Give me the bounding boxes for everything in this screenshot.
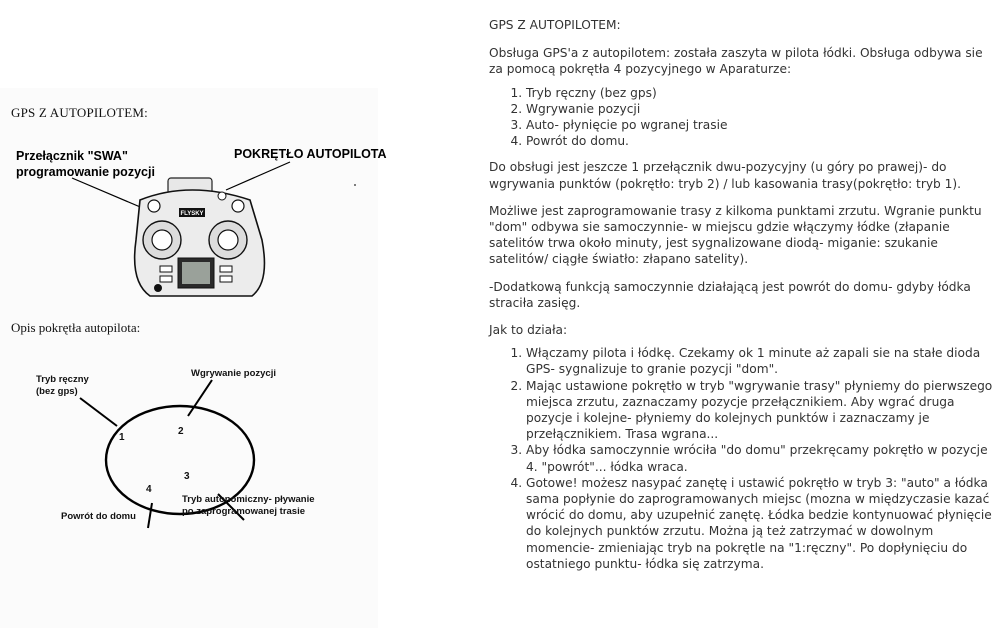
swa-switch-label-line2: programowanie pozycji	[16, 165, 155, 179]
article-intro: Obsługa GPS'a z autopilotem: została zaszyta w pilota łódki. Obsługa odbywa sie za pomocą pokrętła 4 pozycyjnego w Aparaturze:	[489, 46, 983, 77]
list-item: 1. Tryb ręczny (bez gps)	[526, 85, 993, 101]
dial-label-manual-line2: (bez gps)	[36, 386, 78, 397]
paragraph-possible: Możliwe jest zaprogramowanie trasy z kilkoma punktami zrzutu. Wgranie punktu "dom" odbywa sie samoczynnie- w miejscu gdzie włączymy łódke (złapanie satelitów trwa około minuty, jest sygnalizowane diodą- miganie: szukanie satelitów/ ciągłe światło: złapano satelity).	[489, 203, 982, 267]
dial-label-auto-line2: po zaprogramowanej trasie	[182, 506, 306, 517]
article	[489, 17, 993, 582]
howto-heading: Jak to działa:	[489, 323, 568, 338]
dial-label-upload: Wgrywanie pozycji	[191, 368, 276, 379]
dial-label-manual-line1: Tryb ręczny	[36, 374, 89, 385]
paragraph-switch: Do obsługi jest jeszcze 1 przełącznik dwu-pozycyjny (u góry po prawej)- do wgrywania punktów (pokrętło: tryb 2) / lub kasowania trasy(pokrętło: tryb 1).	[489, 160, 962, 191]
autopilot-knob-label: POKRĘTŁO AUTOPILOTA	[234, 147, 387, 161]
dial-position-1: 1	[119, 432, 125, 443]
dial-caption: Opis pokrętła autopilota:	[11, 320, 141, 335]
article-title: GPS Z AUTOPILOTEM:	[489, 18, 621, 32]
list-item: 1. Włączamy pilota i łódkę. Czekamy ok 1 minute aż zapali sie na stałe dioda GPS- sygnalizuje to granie pozycji "dom".	[526, 345, 993, 377]
list-item: 2. Mając ustawione pokrętło w tryb "wgrywanie trasy" płyniemy do pierwszego miejsca zrzutu, zaznaczamy pozycje przełącznikiem. Aby wgrać druga pozycje i kolejne- płyniemy do kolejnych punktów i zaznaczamy je przełącznikiem. Trasa wgrana...	[526, 378, 993, 443]
list-item: 4. Gotowe! możesz nasypać zanętę i ustawić pokrętło w tryb 3: "auto" a łódka sama popłynie do zaprogramowanych miejsc (mozna w międzyczasie kazać wrócić do domu, aby uzupełnić zanętę. Łódka bedzie kontynuować płynięcie do kolejnych punktów zrzutu. Można ją też zatrzymać w dowolnym momencie- zmieniając tryb na pokrętle na "1:ręczny". Po dopłynięciu do ostatniego punktu- łódka się zatrzyma.	[526, 475, 993, 572]
steps-list	[489, 345, 993, 572]
swa-switch-label-line1: Przełącznik "SWA"	[16, 149, 128, 163]
dial-position-3: 3	[184, 471, 190, 482]
dial-position-4: 4	[146, 484, 152, 495]
list-item: 4. Powrót do domu.	[526, 133, 993, 149]
dial-label-auto	[182, 494, 315, 518]
transmitter-illustration	[0, 0, 380, 635]
dial-label-auto-line1: Tryb autonomiczny- pływanie	[182, 494, 315, 505]
dial-label-manual	[36, 374, 89, 398]
dial-label-home: Powrót do domu	[61, 511, 136, 522]
figure-title: GPS Z AUTOPILOTEM:	[11, 105, 148, 120]
modes-list	[489, 85, 993, 150]
paragraph-extra: -Dodatkową funkcją samoczynnie działającą jest powrót do domu- gdyby łódka straciła zasięg.	[489, 279, 971, 310]
list-item: 3. Aby łódka samoczynnie wróciła "do domu" przekręcamy pokrętło w pozycje 4. "powrót"... łódka wraca.	[526, 442, 993, 474]
list-item: 3. Auto- płynięcie po wgranej trasie	[526, 117, 993, 133]
dial-position-2: 2	[178, 426, 184, 437]
list-item: 2. Wgrywanie pozycji	[526, 101, 993, 117]
transmitter-brand: FLYSKY	[180, 211, 204, 217]
